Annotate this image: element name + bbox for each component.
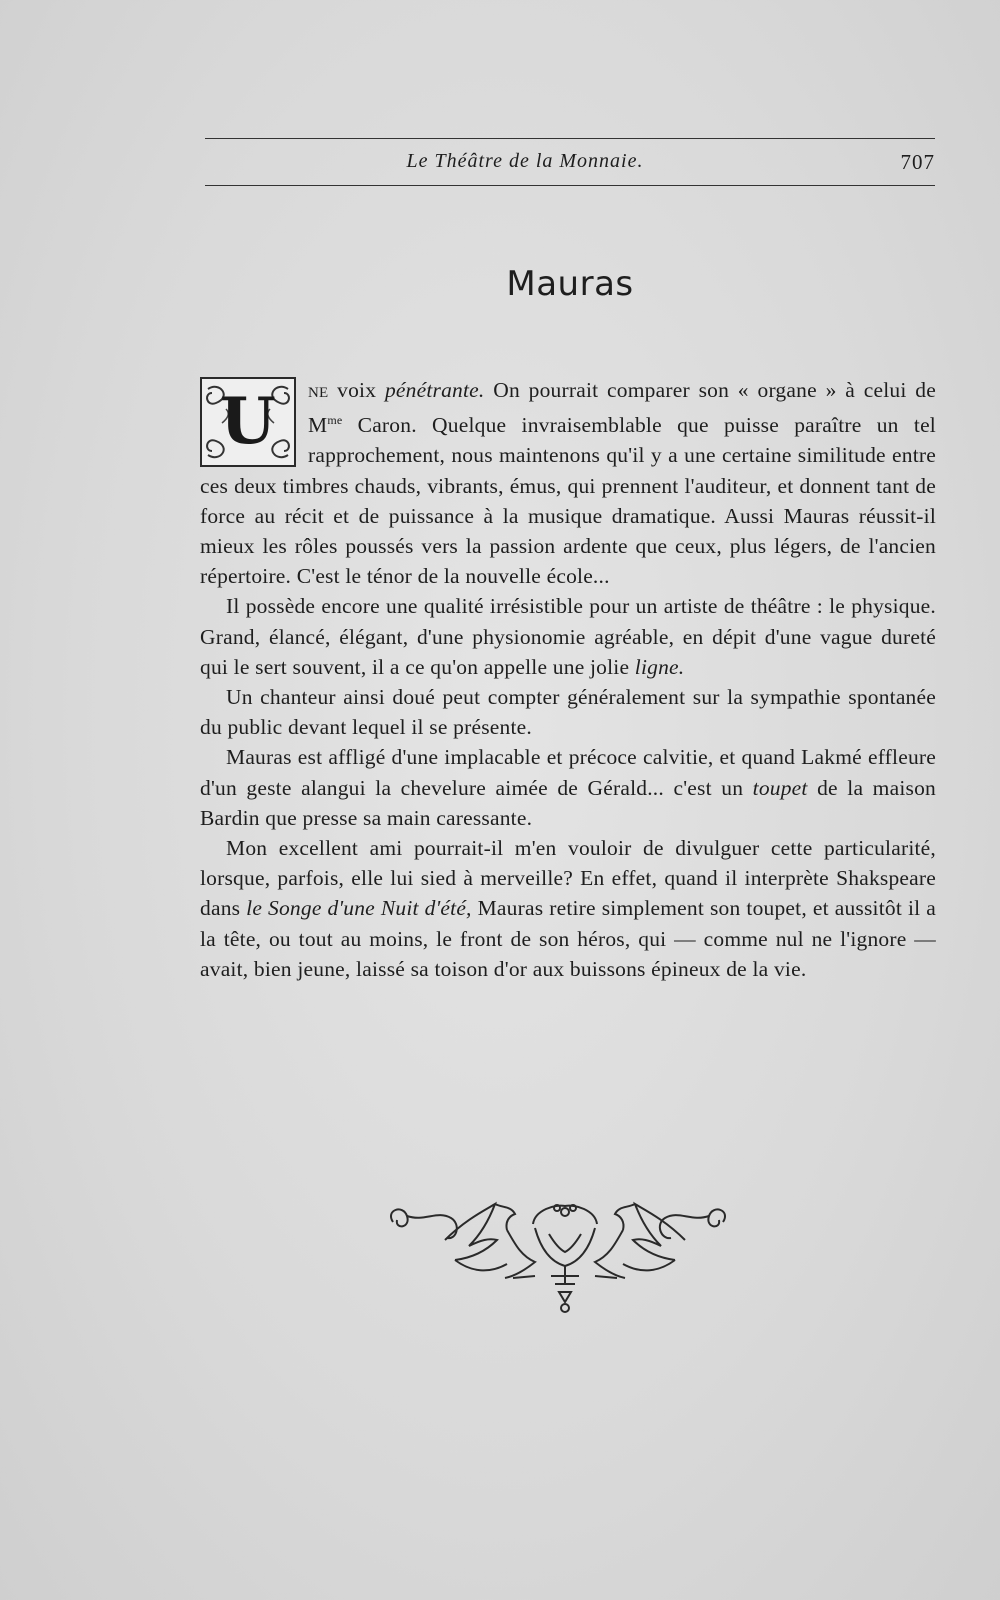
chapter-title: Mauras xyxy=(506,264,634,304)
italic-text: toupet xyxy=(752,775,808,800)
paragraph-5 xyxy=(200,833,936,984)
text-run: Mon excellent ami pourrait-il m'en vouloir de divulguer cette particularité, lorsque, parfois, elle lui sied à merveille? En effet, quand il interprète Shakspeare dans xyxy=(200,836,936,921)
superscript-text: me xyxy=(327,413,343,428)
italic-text: pénétrante. xyxy=(384,378,485,402)
text-run: Caron. Quelque invraisemblable que puisse paraître un tel rapprochement, nous maintenons qu'il y a une certaine similitude entre ces deux timbres chauds, vibrants, émus, qui prennent l'auditeur, et donnent tant de force au récit et de puissance à la musique dramatique. Aussi Mauras réussit-il mieux les rôles poussés vers la passion ardente que ceux, plus légers, de l'ancien répertoire. C'est le ténor de la nouvelle école... xyxy=(200,413,936,589)
paragraph-1 xyxy=(200,375,936,591)
text-run: On pourrait comparer son « organe » à celui de M xyxy=(308,378,936,438)
dropcap-letter: U xyxy=(219,384,276,459)
text-run: Il possède encore une qualité irrésistible pour un artiste de théâtre : le physique. Grand, élancé, élégant, d'une physionomie agréable, en dépit d'une vague dureté qui le sert souvent, il a ce qu'on appelle une jolie xyxy=(200,594,936,679)
ornate-letter-u-icon xyxy=(200,377,296,467)
page-number: 707 xyxy=(900,150,935,174)
italic-text: ligne. xyxy=(634,654,685,679)
italic-text: le Songe d'une Nuit d'été, xyxy=(246,896,472,921)
paragraph-4 xyxy=(200,742,936,833)
paragraph-2 xyxy=(200,591,936,682)
smallcaps-text: ne xyxy=(308,378,329,402)
running-head xyxy=(205,138,935,186)
paragraph-3: Un chanteur ainsi doué peut compter généralement sur la sympathie spontanée du public devant lequel il se présente. xyxy=(200,685,936,740)
griffin-vignette-icon xyxy=(385,1200,745,1320)
text-run: de la maison Bardin que presse sa main caressante. xyxy=(200,775,936,830)
text-run: Mauras retire simplement son toupet, et aussitôt il a la tête, ou tout au moins, le front de son héros, qui — comme nul ne l'ignore — avait, bien jeune, laissé sa toison d'or aux buissons épineux de la vie. xyxy=(200,896,937,981)
text-run: Mauras est affligé d'une implacable et précoce calvitie, et quand Lakmé effleure d'un geste alangui la chevelure aimée de Gérald... c'est un xyxy=(200,745,936,800)
article-body xyxy=(200,375,936,984)
text-run: voix xyxy=(328,378,385,402)
running-title: Le Théâtre de la Monnaie. xyxy=(406,150,644,172)
